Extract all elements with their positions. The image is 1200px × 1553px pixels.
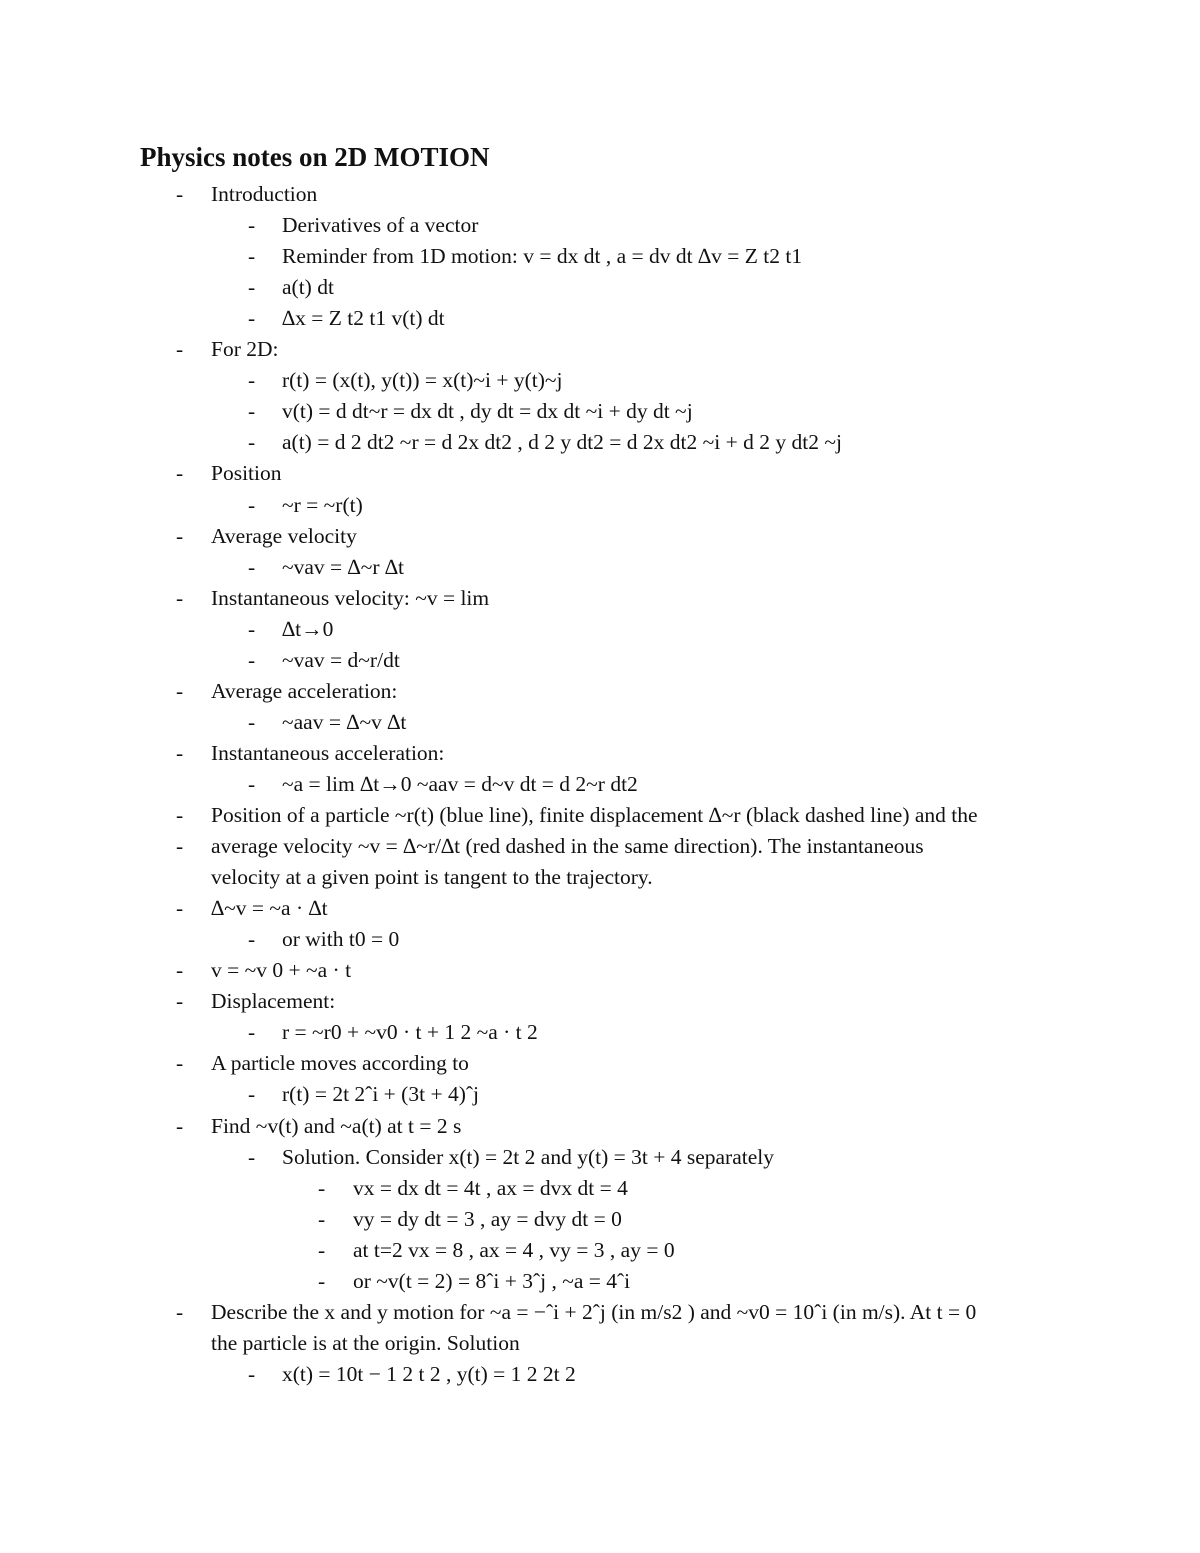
list-bullet: - <box>176 958 184 983</box>
list-bullet: - <box>176 834 184 859</box>
list-bullet: - <box>176 1051 184 1076</box>
list-item: at t=2 vx = 8 , ax = 4 , vy = 3 , ay = 0 <box>353 1237 675 1262</box>
list-item: x(t) = 10t − 1 2 t 2 , y(t) = 1 2 2t 2 <box>282 1361 576 1386</box>
list-item: Find ~v(t) and ~a(t) at t = 2 s <box>211 1113 462 1138</box>
list-bullet: - <box>248 213 256 238</box>
list-bullet: - <box>318 1237 326 1262</box>
list-bullet: - <box>248 709 256 734</box>
list-item: A particle moves according to <box>211 1051 469 1076</box>
list-item: r(t) = 2t 2ˆi + (3t + 4)ˆj <box>282 1082 479 1107</box>
list-item: r(t) = (x(t), y(t)) = x(t)~i + y(t)~j <box>282 368 563 393</box>
list-bullet: - <box>248 306 256 331</box>
list-bullet: - <box>176 585 184 610</box>
list-bullet: - <box>176 1299 184 1324</box>
list-item: Average velocity <box>211 523 357 548</box>
list-item: v = ~v 0 + ~a · t <box>211 958 352 983</box>
list-item: Reminder from 1D motion: v = dx dt , a = dv dt ∆v = Z t2 t1 <box>282 244 803 269</box>
list-bullet: - <box>176 337 184 362</box>
list-item: average velocity ~v = ∆~r/∆t (red dashed in the same direction). The instantaneous <box>211 834 924 859</box>
list-item: a(t) dt <box>282 275 334 300</box>
list-item: vx = dx dt = 4t , ax = dvx dt = 4 <box>353 1175 628 1200</box>
list-item: ~a = lim ∆t→0 ~aav = d~v dt = d 2~r dt2 <box>282 771 638 796</box>
list-bullet: - <box>176 896 184 921</box>
list-bullet: - <box>176 1113 184 1138</box>
list-bullet: - <box>248 616 256 641</box>
list-item: ~r = ~r(t) <box>282 492 363 517</box>
list-bullet: - <box>176 678 184 703</box>
list-item: the particle is at the origin. Solution <box>211 1330 520 1355</box>
list-bullet: - <box>248 554 256 579</box>
list-item: Solution. Consider x(t) = 2t 2 and y(t) = 3t + 4 separately <box>282 1144 774 1169</box>
list-bullet: - <box>248 1020 256 1045</box>
list-item: or with t0 = 0 <box>282 927 400 952</box>
list-bullet: - <box>248 430 256 455</box>
list-item: Instantaneous acceleration: <box>211 740 445 765</box>
list-bullet: - <box>248 927 256 952</box>
list-item: r = ~r0 + ~v0 · t + 1 2 ~a · t 2 <box>282 1020 538 1045</box>
list-bullet: - <box>176 989 184 1014</box>
list-bullet: - <box>248 771 256 796</box>
list-item: ∆t→0 <box>282 616 334 641</box>
list-item: Average acceleration: <box>211 678 398 703</box>
list-bullet: - <box>248 492 256 517</box>
list-item: Position of a particle ~r(t) (blue line), finite displacement ∆~r (black dashed line) and the <box>211 803 978 827</box>
list-item: Instantaneous velocity: ~v = lim <box>211 585 490 610</box>
list-item: ~vav = ∆~r ∆t <box>282 554 404 579</box>
list-bullet: - <box>176 740 184 765</box>
list-item: Position <box>211 461 282 486</box>
list-bullet: - <box>248 1082 256 1107</box>
list-bullet: - <box>248 647 256 672</box>
list-item: or ~v(t = 2) = 8ˆi + 3ˆj , ~a = 4ˆi <box>353 1268 631 1293</box>
list-bullet: - <box>318 1206 326 1231</box>
page-title: Physics notes on 2D MOTION <box>140 142 490 172</box>
list-item: ∆x = Z t2 t1 v(t) dt <box>282 306 445 331</box>
list-bullet: - <box>248 399 256 424</box>
list-bullet: - <box>248 1144 256 1169</box>
list-item: vy = dy dt = 3 , ay = dvy dt = 0 <box>353 1206 622 1231</box>
list-item: a(t) = d 2 dt2 ~r = d 2x dt2 , d 2 y dt2 = d 2x dt2 ~i + d 2 y dt2 ~j <box>282 430 842 455</box>
list-item: ∆~v = ~a · ∆t <box>211 896 328 921</box>
list-bullet: - <box>248 275 256 300</box>
list-item: Describe the x and y motion for ~a = −ˆi + 2ˆj (in m/s2 ) and ~v0 = 10ˆi (in m/s). At t = 0 <box>211 1299 977 1324</box>
list-bullet: - <box>176 523 184 548</box>
list-bullet: - <box>176 461 184 486</box>
list-item: Introduction <box>211 182 318 206</box>
list-item: Displacement: <box>211 989 336 1014</box>
list-item: Derivatives of a vector <box>282 213 479 238</box>
list-item: ~vav = d~r/dt <box>282 647 400 672</box>
list-bullet: - <box>248 368 256 393</box>
list-item: v(t) = d dt~r = dx dt , dy dt = dx dt ~i + dy dt ~j <box>282 399 693 424</box>
list-bullet: - <box>318 1175 326 1200</box>
list-bullet: - <box>176 803 184 827</box>
list-item: velocity at a given point is tangent to the trajectory. <box>211 865 653 890</box>
list-bullet: - <box>176 182 184 206</box>
list-bullet: - <box>248 244 256 269</box>
list-bullet: - <box>248 1361 256 1386</box>
list-bullet: - <box>318 1268 326 1293</box>
list-item: For 2D: <box>211 337 279 362</box>
list-item: ~aav = ∆~v ∆t <box>282 709 407 734</box>
